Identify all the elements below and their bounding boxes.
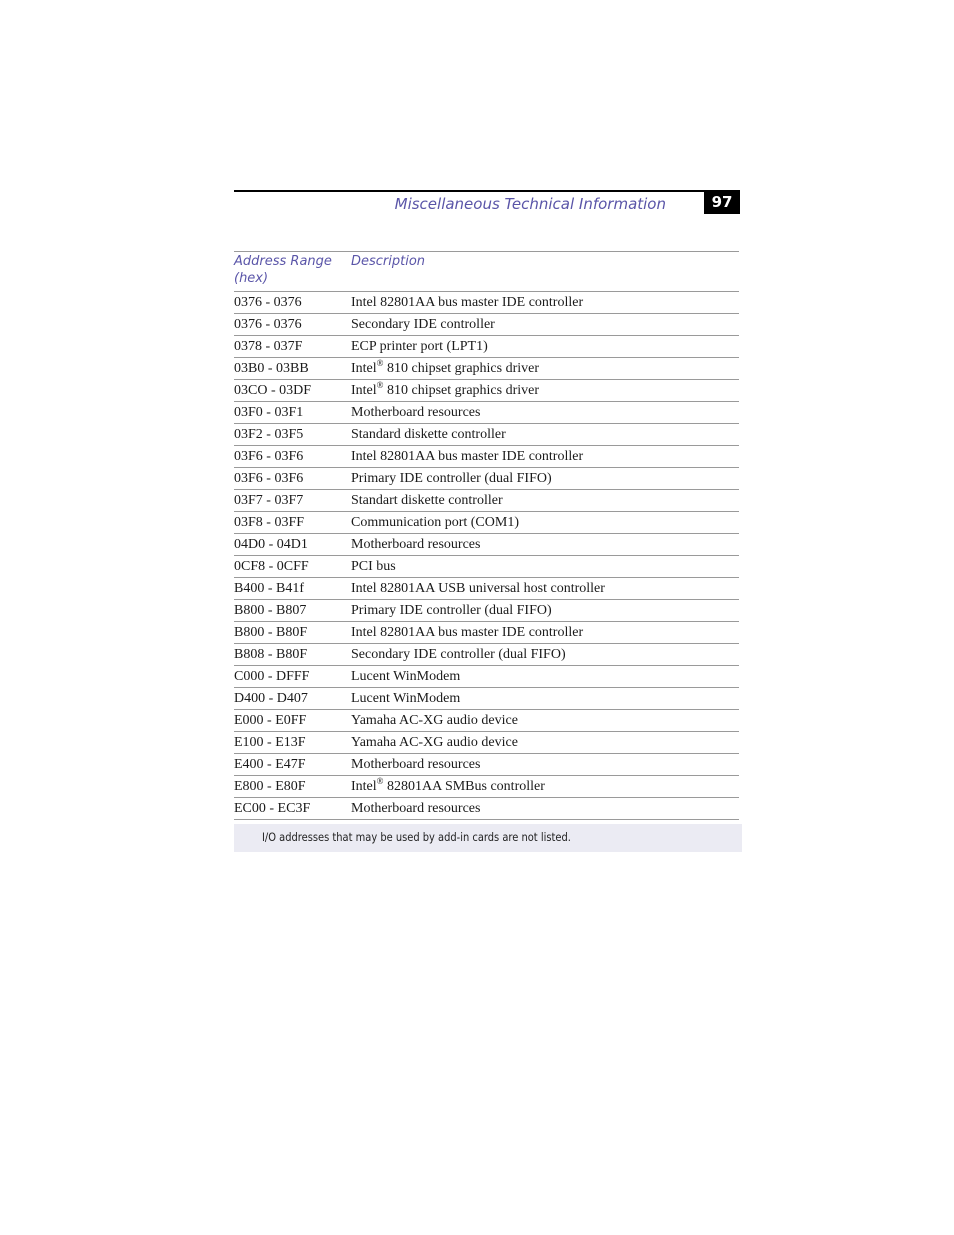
column-header-description: Description: [351, 252, 739, 292]
description-cell: Standard diskette controller: [351, 424, 739, 446]
table-row: [234, 336, 739, 358]
description-cell: Intel 82801AA USB universal host controller: [351, 578, 739, 600]
address-range-cell: B400 - B41f: [234, 578, 351, 600]
description-cell: Intel 82801AA bus master IDE controller: [351, 292, 739, 314]
description-cell: [351, 380, 739, 402]
table-row: [234, 556, 739, 578]
description-cell: [351, 776, 739, 798]
address-range-cell: EC00 - EC3F: [234, 798, 351, 820]
address-range-cell: 04D0 - 04D1: [234, 534, 351, 556]
page-number: 97: [704, 191, 740, 214]
address-range-cell: D400 - D407: [234, 688, 351, 710]
address-range-cell: 03F7 - 03F7: [234, 490, 351, 512]
address-range-cell: E400 - E47F: [234, 754, 351, 776]
address-range-cell: 0CF8 - 0CFF: [234, 556, 351, 578]
description-cell: Motherboard resources: [351, 754, 739, 776]
table-header-row: [234, 252, 739, 292]
address-range-cell: 03F0 - 03F1: [234, 402, 351, 424]
table-row: [234, 710, 739, 732]
description-cell: Motherboard resources: [351, 798, 739, 820]
table-row: [234, 512, 739, 534]
note-text: I/O addresses that may be used by add-in cards are not listed.: [262, 830, 571, 844]
io-address-table: [234, 251, 739, 820]
header-rule: [234, 190, 740, 192]
description-cell: Secondary IDE controller (dual FIFO): [351, 644, 739, 666]
table-row: [234, 732, 739, 754]
registered-mark: ®: [376, 775, 384, 786]
table-row: [234, 644, 739, 666]
table-row: [234, 666, 739, 688]
table-row: [234, 380, 739, 402]
address-range-cell: 03F6 - 03F6: [234, 468, 351, 490]
table-row: [234, 600, 739, 622]
column-header-address: Address Range (hex): [234, 252, 351, 292]
address-range-cell: 03B0 - 03BB: [234, 358, 351, 380]
description-cell: Standart diskette controller: [351, 490, 739, 512]
address-range-cell: 03F6 - 03F6: [234, 446, 351, 468]
table-row: [234, 446, 739, 468]
table-row: [234, 314, 739, 336]
registered-mark: ®: [376, 379, 384, 390]
address-range-cell: 0378 - 037F: [234, 336, 351, 358]
table-row: [234, 292, 739, 314]
address-range-cell: 0376 - 0376: [234, 292, 351, 314]
page-header-title: Miscellaneous Technical Information: [394, 195, 666, 213]
description-prefix: Intel: [351, 778, 377, 794]
address-range-cell: B800 - B807: [234, 600, 351, 622]
note-box: [234, 824, 742, 852]
description-cell: Communication port (COM1): [351, 512, 739, 534]
description-cell: Lucent WinModem: [351, 688, 739, 710]
description-cell: PCI bus: [351, 556, 739, 578]
description-suffix: 82801AA SMBus controller: [383, 778, 545, 794]
description-prefix: Intel: [351, 382, 377, 398]
description-cell: ECP printer port (LPT1): [351, 336, 739, 358]
address-range-cell: 03F2 - 03F5: [234, 424, 351, 446]
table-row: [234, 688, 739, 710]
table-row: [234, 776, 739, 798]
description-cell: Motherboard resources: [351, 534, 739, 556]
description-cell: [351, 358, 739, 380]
description-cell: Yamaha AC-XG audio device: [351, 710, 739, 732]
address-range-cell: B808 - B80F: [234, 644, 351, 666]
description-cell: Secondary IDE controller: [351, 314, 739, 336]
description-cell: Yamaha AC-XG audio device: [351, 732, 739, 754]
description-suffix: 810 chipset graphics driver: [383, 360, 540, 376]
table-row: [234, 402, 739, 424]
table-row: [234, 490, 739, 512]
table-body: [234, 292, 739, 820]
description-cell: Intel 82801AA bus master IDE controller: [351, 446, 739, 468]
table-row: [234, 754, 739, 776]
address-range-cell: 03F8 - 03FF: [234, 512, 351, 534]
address-range-cell: 0376 - 0376: [234, 314, 351, 336]
table-row: [234, 424, 739, 446]
table-row: [234, 798, 739, 820]
description-suffix: 810 chipset graphics driver: [383, 382, 540, 398]
address-range-cell: 03CO - 03DF: [234, 380, 351, 402]
table-row: [234, 358, 739, 380]
description-cell: Motherboard resources: [351, 402, 739, 424]
table-row: [234, 468, 739, 490]
table-row: [234, 534, 739, 556]
address-range-cell: E100 - E13F: [234, 732, 351, 754]
description-prefix: Intel: [351, 360, 377, 376]
address-range-cell: C000 - DFFF: [234, 666, 351, 688]
description-cell: Primary IDE controller (dual FIFO): [351, 600, 739, 622]
table-row: [234, 622, 739, 644]
address-range-cell: B800 - B80F: [234, 622, 351, 644]
description-cell: Primary IDE controller (dual FIFO): [351, 468, 739, 490]
description-cell: Lucent WinModem: [351, 666, 739, 688]
address-range-cell: E000 - E0FF: [234, 710, 351, 732]
table-row: [234, 578, 739, 600]
registered-mark: ®: [376, 357, 384, 368]
description-cell: Intel 82801AA bus master IDE controller: [351, 622, 739, 644]
address-range-cell: E800 - E80F: [234, 776, 351, 798]
